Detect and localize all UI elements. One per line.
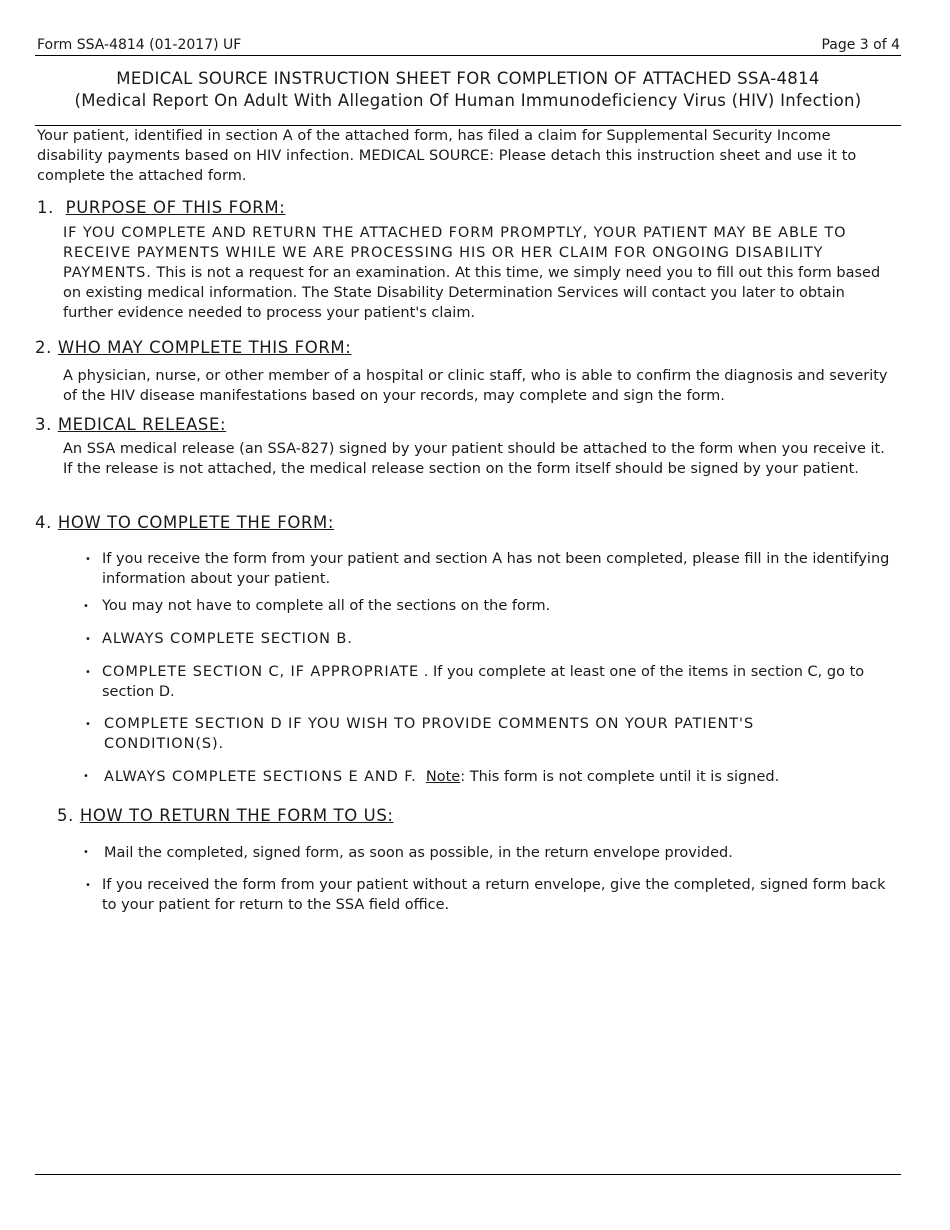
section-1-text: This is not a request for an examination. At this time, we simply need you to fill out this form based on existing medical information. The State Disability Determination Services will contact you later to obtain further evidence needed to process your patient's claim. (63, 265, 881, 321)
section-2-heading (35, 337, 351, 359)
section-3-number: 3. (35, 415, 52, 434)
section-4-bullet-2: You may not have to complete all of the sections on the form. (102, 598, 551, 614)
section-1-heading (37, 197, 285, 219)
section-5-title: HOW TO RETURN THE FORM TO US: (79, 806, 394, 825)
section-2-title: WHO MAY COMPLETE THIS FORM: (57, 338, 352, 357)
bullet-icon: • (85, 880, 91, 891)
section-2-body: A physician, nurse, or other member of a hospital or clinic staff, who is able to confirm the diagnosis and severity of the HIV disease manifestations based on your records, may complete and sign the form. (63, 368, 888, 404)
page-subtitle: (Medical Report On Adult With Allegation Of Human Immunodeficiency Virus (HIV) Infection) (74, 91, 862, 110)
bullet-icon: • (83, 847, 89, 858)
page-title: MEDICAL SOURCE INSTRUCTION SHEET FOR COMPLETION OF ATTACHED SSA-4814 (116, 69, 820, 88)
section-3-body: An SSA medical release (an SSA-827) signed by your patient should be attached to the form when you receive it. If the release is not attached, the medical release section on the form itself should be signed by your patient. (63, 441, 885, 477)
section-1-body (63, 223, 898, 323)
section-4-bullet-4-text: . If you complete at least one of the items in section C, go to section D. (102, 664, 865, 700)
page-number: Page 3 of 4 (821, 37, 900, 53)
section-4-note-label: Note (425, 769, 461, 785)
section-5-bullet-1: Mail the completed, signed form, as soon as possible, in the return envelope provided. (104, 845, 733, 861)
section-1-caps-text: IF YOU COMPLETE AND RETURN THE ATTACHED FORM PROMPTLY, YOUR PATIENT MAY BE ABLE TO RECEIVE PAYMENTS WHILE WE ARE PROCESSING HIS OR HER CLAIM FOR ONGOING DISABILITY PAYMENTS. (63, 225, 847, 281)
section-1-number: 1. (37, 198, 54, 217)
form-number: Form SSA-4814 (01-2017) UF (37, 37, 242, 53)
section-5-bullet-2: If you received the form from your patient without a return envelope, give the completed, signed form back to your patient for return to the SSA field office. (102, 877, 886, 913)
header-rule (35, 55, 901, 56)
section-4-bullet-4-caps: COMPLETE SECTION C, IF APPROPRIATE (102, 664, 420, 680)
section-4-bullet-5: COMPLETE SECTION D IF YOU WISH TO PROVIDE COMMENTS ON YOUR PATIENT'S CONDITION(S). (104, 716, 755, 752)
section-3-heading (35, 414, 226, 436)
section-4-bullet-6-text: : This form is not complete until it is signed. (460, 769, 780, 785)
bullet-icon: • (85, 667, 91, 678)
section-4-bullet-3: ALWAYS COMPLETE SECTION B. (102, 631, 353, 647)
section-4-heading (35, 512, 334, 534)
bullet-icon: • (83, 771, 89, 782)
section-1-title: PURPOSE OF THIS FORM: (65, 198, 286, 217)
bullet-icon: • (85, 634, 91, 645)
section-4-number: 4. (35, 513, 52, 532)
section-3-title: MEDICAL RELEASE: (57, 415, 227, 434)
section-4-bullet-4 (102, 662, 902, 702)
section-4-bullet-6 (104, 767, 904, 787)
section-2-number: 2. (35, 338, 52, 357)
bullet-icon: • (83, 601, 89, 612)
bullet-icon: • (85, 719, 91, 730)
section-4-title: HOW TO COMPLETE THE FORM: (57, 513, 335, 532)
section-5-heading (57, 805, 394, 827)
bullet-icon: • (85, 554, 91, 565)
section-4-bullet-6-caps: ALWAYS COMPLETE SECTIONS E AND F. (104, 769, 417, 785)
intro-paragraph: Your patient, identified in section A of the attached form, has filed a claim for Supplemental Security Income disability payments based on HIV infection. MEDICAL SOURCE: Please detach this instruction sheet and use it to complete the attached form. (37, 128, 857, 184)
footer-rule (35, 1174, 901, 1175)
section-5-number: 5. (57, 806, 74, 825)
section-4-bullet-1: If you receive the form from your patient and section A has not been completed, please fill in the identifying information about your patient. (102, 551, 890, 587)
